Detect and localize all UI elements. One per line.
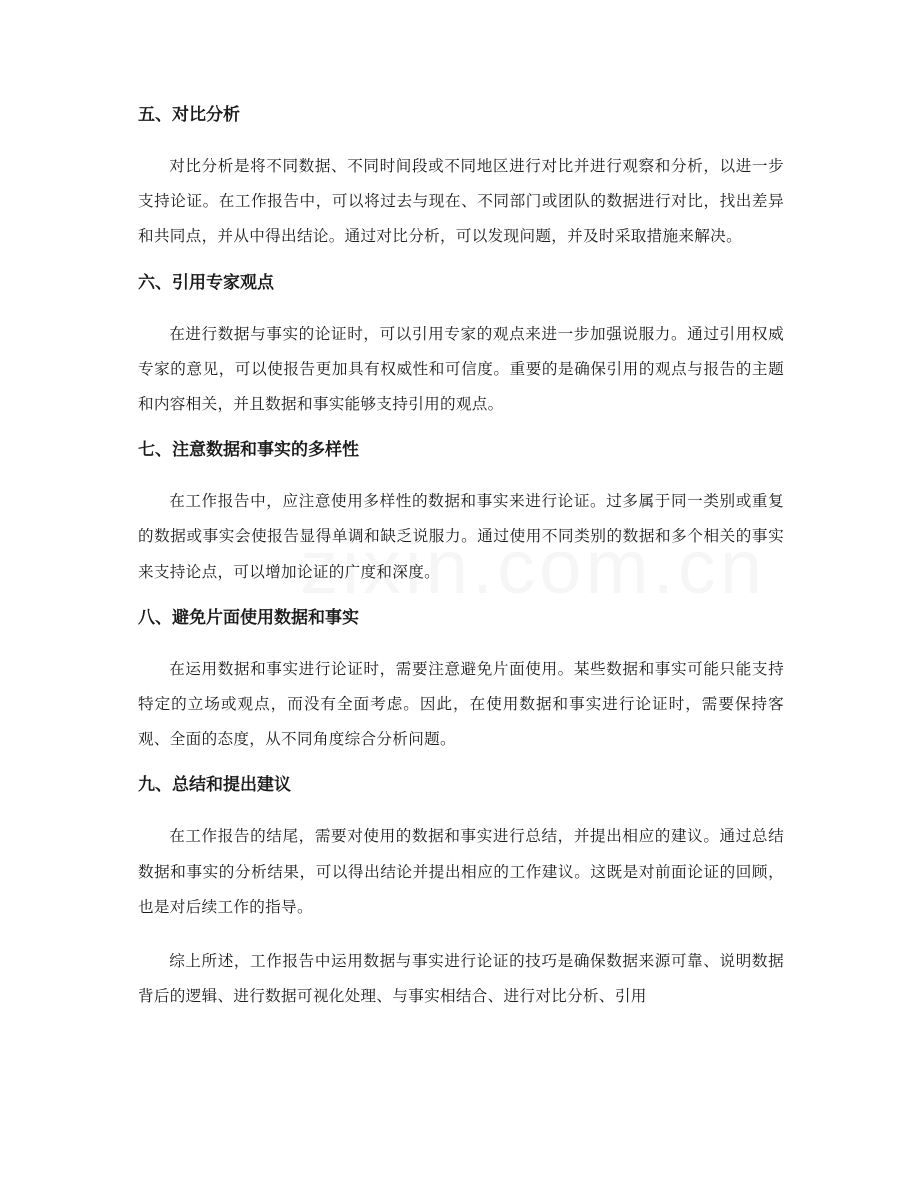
section-heading: 六、引用专家观点	[138, 272, 274, 293]
section-paragraph: 在运用数据和事实进行论证时，需要注意避免片面使用。某些数据和事实可能只能支持特定的立场或观点，而没有全面考虑。因此，在使用数据和事实进行论证时，需要保持客观、全面的态度，从不同角度综合分析问题。	[138, 659, 784, 749]
section-avoid-one-sided-use	[138, 607, 784, 758]
section-heading: 七、注意数据和事实的多样性	[138, 440, 359, 461]
section-paragraph: 在工作报告的结尾，需要对使用的数据和事实进行总结，并提出相应的建议。通过总结数据和事实的分析结果，可以得出结论并提出相应的工作建议。这既是对前面论证的回顾，也是对后续工作的指导。	[138, 827, 784, 916]
section-comparative-analysis	[138, 104, 784, 255]
section-heading: 八、避免片面使用数据和事实	[138, 607, 359, 628]
document-body	[138, 104, 784, 1031]
section-paragraph: 在进行数据与事实的论证时，可以引用专家的观点来进一步加强说服力。通过引用权威专家的意见，可以使报告更加具有权威性和可信度。重要的是确保引用的观点与报告的主题和内容相关，并且数据和事实能够支持引用的观点。	[138, 324, 784, 414]
section-data-diversity	[138, 439, 784, 590]
section-summary-and-suggestions	[138, 774, 784, 925]
closing-paragraph: 综上所述，工作报告中运用数据与事实进行论证的技巧是确保数据来源可靠、说明数据背后的逻辑、进行数据可视化处理、与事实相结合、进行对比分析、引用	[138, 952, 784, 1006]
section-heading: 五、对比分析	[138, 105, 240, 125]
section-paragraph: 在工作报告中，应注意使用多样性的数据和事实来进行论证。过多属于同一类别或重复的数据或事实会使报告显得单调和缺乏说服力。通过使用不同类别的数据和多个相关的事实来支持论点，可以增加论证的广度和深度。	[138, 492, 784, 581]
section-heading: 九、总结和提出建议	[138, 775, 291, 796]
section-paragraph: 对比分析是将不同数据、不同时间段或不同地区进行对比并进行观察和分析，以进一步支持论证。在工作报告中，可以将过去与现在、不同部门或团队的数据进行对比，找出差异和共同点，并从中得出结论。通过对比分析，可以发现问题，并及时采取措施来解决。	[138, 157, 784, 246]
section-expert-opinions	[138, 272, 784, 423]
